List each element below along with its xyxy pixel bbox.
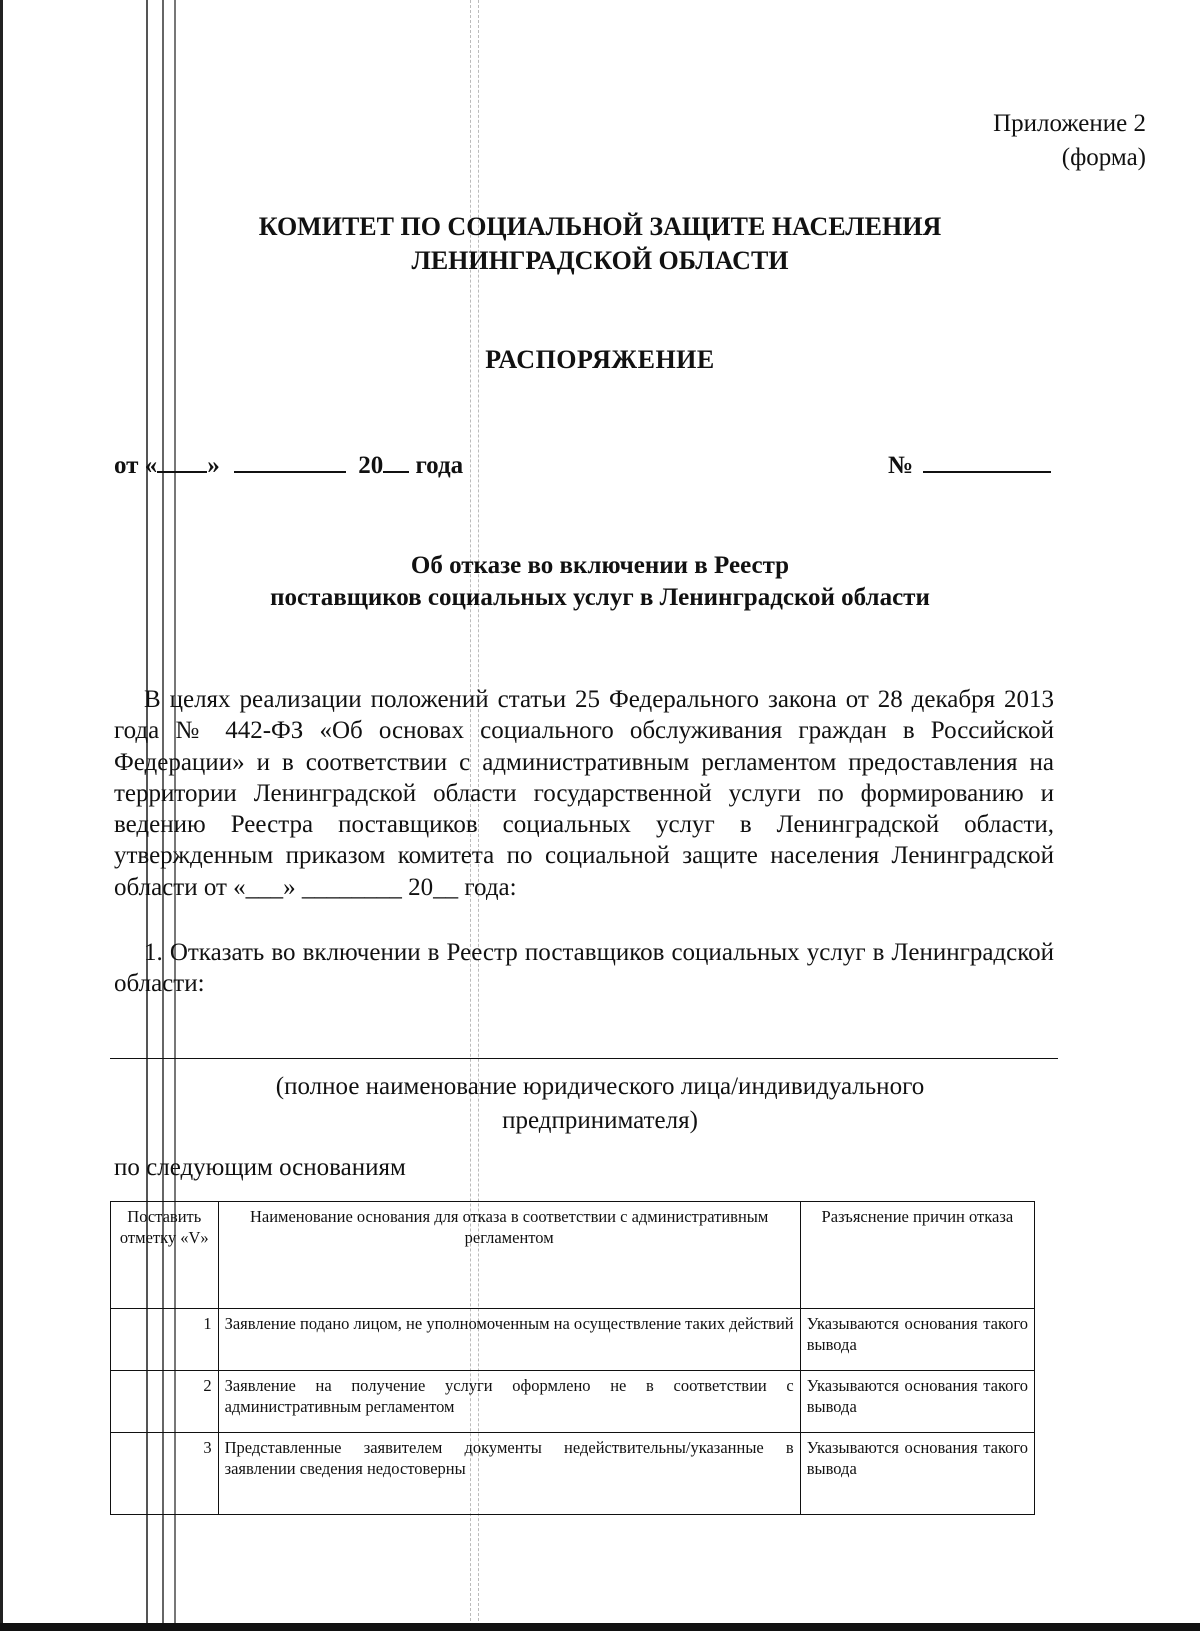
header-mark: Поставить отметку «V» — [111, 1202, 219, 1309]
year-prefix: 20 — [358, 452, 384, 479]
refusal-grounds-table — [110, 1201, 1035, 1515]
row-reason: Заявление подано лицом, не уполномоченным на осуществление таких действий — [218, 1309, 800, 1371]
table-row — [111, 1371, 1035, 1433]
number-sign: № — [888, 452, 914, 479]
row-explanation: Указываются основания такого вывода — [800, 1433, 1034, 1515]
row-reason: Заявление на получение услуги оформлено не в соответствии с административным регламентом — [218, 1371, 800, 1433]
date-prefix: от « — [114, 452, 158, 479]
organization-name — [0, 210, 1200, 278]
row-number: 3 — [111, 1433, 219, 1515]
preamble-paragraph: В целях реализации положений статьи 25 Федерального закона от 28 декабря 2013 года № 442-ФЗ «Об основах социального обслуживания граждан в Российской Федерации» и в соответствии с административным регламентом предоставления на территории Ленинградской области государственной услуги по формированию и ведению Реестра поставщиков социальных услуг в Ленинградской области, утвержденным приказом комитета по социальной защите населения Ленинградской области от «___» ________ 20__ года: — [114, 686, 1054, 901]
row-reason: Представленные заявителем документы недействительны/указанные в заявлении сведения недостоверны — [218, 1433, 800, 1515]
date-line — [114, 449, 463, 480]
fill-line-caption — [0, 1070, 1200, 1138]
organization-line-1: КОМИТЕТ ПО СОЦИАЛЬНОЙ ЗАЩИТЕ НАСЕЛЕНИЯ — [258, 212, 942, 241]
year-suffix: года — [415, 452, 464, 479]
organization-name-fill-line — [110, 1058, 1058, 1059]
day-blank — [157, 449, 207, 473]
table-header-row — [111, 1202, 1035, 1309]
month-blank — [234, 449, 346, 473]
subject-line-1: Об отказе во включении в Реестр — [410, 552, 790, 579]
document-subject — [0, 550, 1200, 614]
appendix-label — [993, 107, 1146, 175]
organization-line-2: ЛЕНИНГРАДСКОЙ ОБЛАСТИ — [411, 246, 789, 275]
appendix-number: Приложение 2 — [993, 110, 1146, 137]
order-item-1: 1. Отказать во включении в Реестр поставщиков социальных услуг в Ленинградской области: — [114, 939, 1054, 997]
row-explanation: Указываются основания такого вывода — [800, 1309, 1034, 1371]
document-type: РАСПОРЯЖЕНИЕ — [485, 345, 715, 374]
grounds-label: по следующим основаниям — [114, 1154, 406, 1181]
number-line — [888, 449, 1051, 480]
form-note: (форма) — [1061, 144, 1146, 171]
scan-artifact-bottom-edge — [0, 1623, 1200, 1631]
table-row — [111, 1309, 1035, 1371]
table-row — [111, 1433, 1035, 1515]
number-blank — [923, 449, 1051, 473]
row-explanation: Указываются основания такого вывода — [800, 1371, 1034, 1433]
row-number: 1 — [111, 1309, 219, 1371]
caption-line-2: предпринимателя) — [502, 1107, 698, 1134]
header-explanation: Разъяснение причин отказа — [800, 1202, 1034, 1309]
date-close-quote: » — [207, 452, 220, 479]
year-blank — [383, 449, 409, 473]
row-number: 2 — [111, 1371, 219, 1433]
caption-line-1: (полное наименование юридического лица/индивидуального — [275, 1073, 925, 1100]
header-reason: Наименование основания для отказа в соответствии с административным регламентом — [218, 1202, 800, 1309]
subject-line-2: поставщиков социальных услуг в Ленинградской области — [270, 584, 930, 611]
